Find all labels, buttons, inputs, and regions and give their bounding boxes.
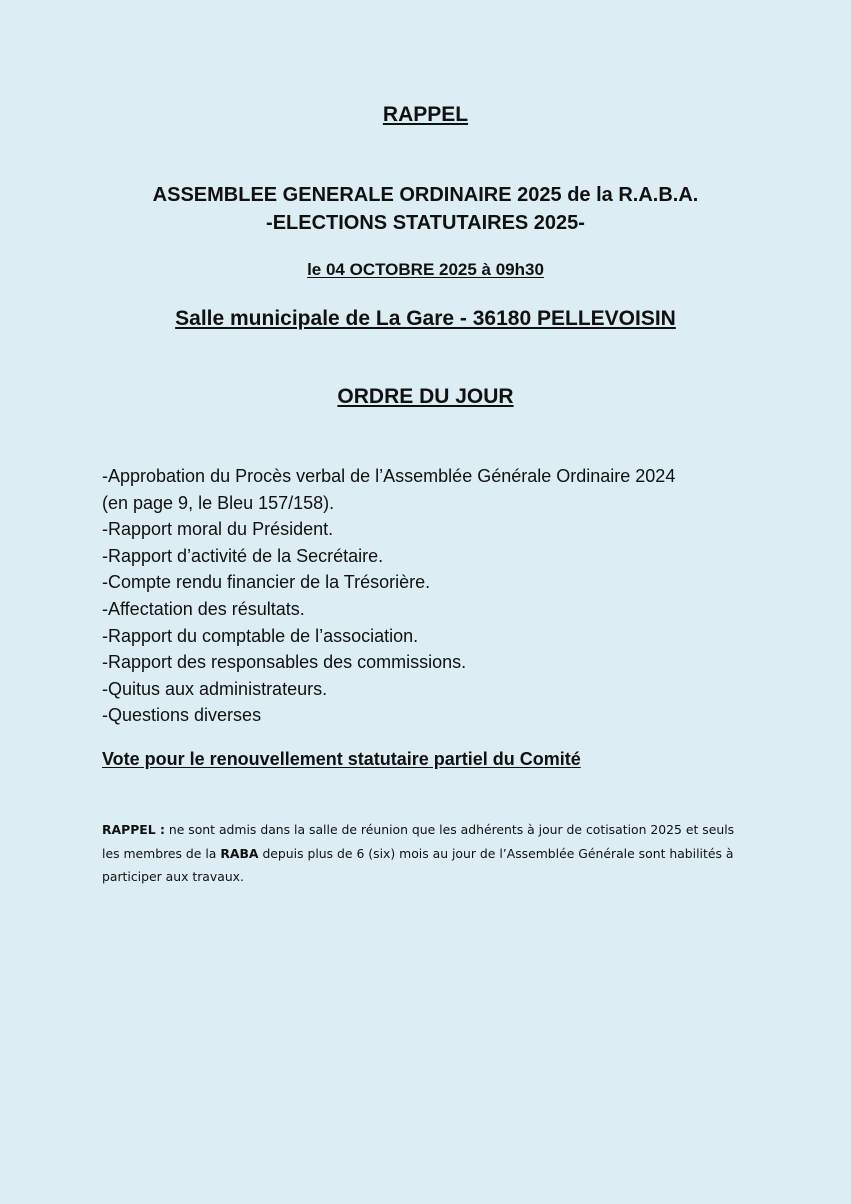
agenda-item: -Rapport d’activité de la Secrétaire. [102,545,384,566]
agenda-item: (en page 9, le Bleu 157/158). [102,492,335,513]
event-venue: Salle municipale de La Gare - 36180 PELLEVOISIN [175,307,676,330]
reminder-text-part2: depuis plus de 6 (six) mois au jour de l’Assemblée Générale sont habilités à participer aux travaux. [102,845,734,884]
agenda-item: -Affectation des résultats. [102,598,305,619]
event-date: le 04 OCTOBRE 2025 à 09h30 [307,260,544,279]
assembly-title [0,181,851,237]
agenda-heading: ORDRE DU JOUR [337,385,514,408]
agenda-item: -Approbation du Procès verbal de l’Assemblée Générale Ordinaire 2024 [102,466,676,486]
reminder-raba: RABA [220,845,259,861]
assembly-title-line1: ASSEMBLEE GENERALE ORDINAIRE 2025 de la R.A.B.A. [152,184,699,206]
vote-statement: Vote pour le renouvellement statutaire partiel du Comité [102,749,581,769]
reminder-text-part1: ne sont admis dans la salle de réunion que les adhérents à jour de cotisation 2025 et seuls les membres de la [102,822,735,861]
agenda-item: -Compte rendu financier de la Trésorière. [102,572,431,593]
agenda-item: -Quitus aux administrateurs. [102,678,328,699]
rappel-heading: RAPPEL [382,103,469,126]
reminder-note [102,818,752,889]
agenda-list [102,463,762,729]
agenda-item: -Rapport du comptable de l’association. [102,625,419,646]
reminder-label: RAPPEL : [102,822,165,837]
agenda-item: -Rapport des responsables des commissions. [102,652,467,673]
agenda-item: -Questions diverses [102,705,262,726]
assembly-title-line2: -ELECTIONS STATUTAIRES 2025- [266,212,585,234]
agenda-item: -Rapport moral du Président. [102,519,334,540]
